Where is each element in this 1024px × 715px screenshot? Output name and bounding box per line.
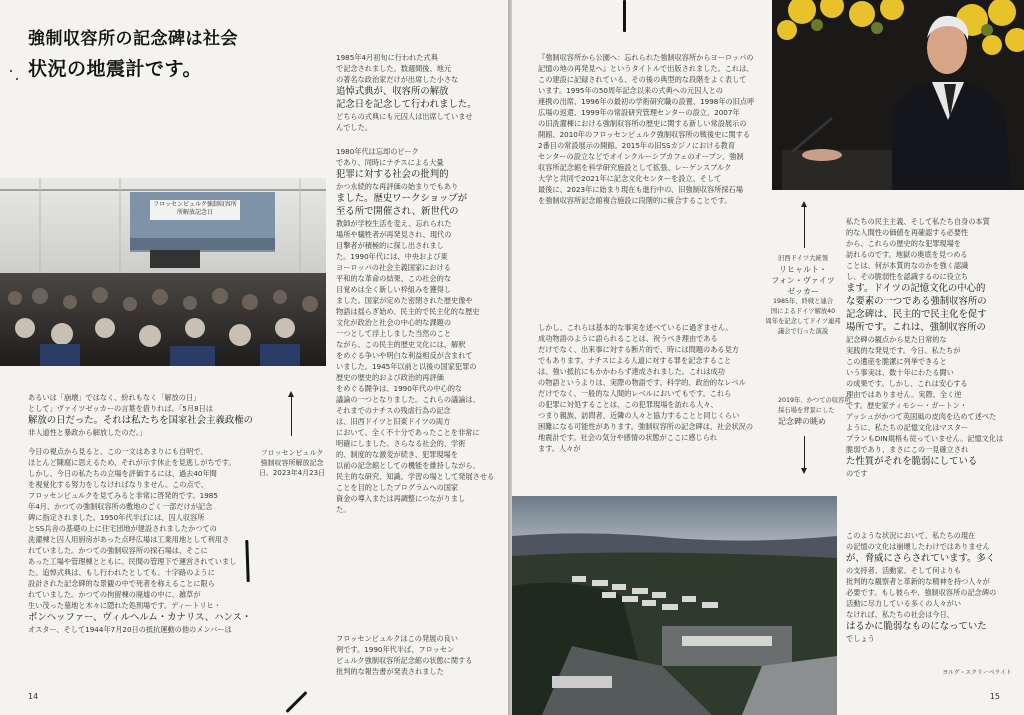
para-line: 生い茂った墓地と木々に隠れた処刑場です。ディートリヒ・ [28,601,221,610]
para-line: をめぐる争いや明白な利益相反が含まれて [336,351,473,360]
para-line: 大学と共同で2021年に記念文化センターを設立、そして [538,174,722,183]
para-line: でしょう [846,634,875,643]
para-line: 設計された記念碑的な景観の中で死者を称えることに限ら [28,579,215,588]
para-line: ビュルク強制収容所記念館の状態に関する [336,656,473,665]
para-line: は、旧西ドイツと旧東ドイツの両方 [336,417,451,426]
para-line: 非人道性と暴政から解放したのだ。」 [28,428,147,437]
para-line: 目覚めは全く新しい枠組みを獲得し [336,285,452,294]
para-line: た性質がそれを脆弱にしている [846,456,978,467]
para-line: この建設に記録されている、その後の典型的な段階をよく表して [538,75,747,84]
caption-quarry [778,396,852,427]
para-line: 批判的な観察者と革新的な精神を持つ人々が [846,577,990,586]
para-line: 連携の出席、1996年の最初の学術研究職の設置、1998年の旧点呼 [538,97,755,106]
para-line: どちらの式典にも元囚人は出席していませ [336,112,473,121]
caption-weizsacker [762,254,844,337]
para-line: の支持者、活動家、そして何よりも [846,566,962,575]
caption-line: 採石場を背景にした [778,407,835,414]
para-line: 実践的な発見です。今日、私たちが [846,346,961,355]
caption-line: 旧西ドイツ大統領 [777,255,829,262]
para-line: で記念されました。数週間後、地元 [336,64,452,73]
arrow-up-icon [288,391,294,397]
para-line: 民主的な研究、知識、学習の場として発展させる [336,472,495,481]
para-line: の旧洗濯棟における強制収容所の歴史に関する新しい常設展示の [538,119,747,128]
left-col-right-top [336,52,496,133]
para-line: 場所です。これは、強制収容所の [846,322,986,333]
para-line: でもあります。ナチスによる人道に対する罪を記念すること [538,356,732,365]
headline [28,24,238,84]
para-line: ながら、この民主的歴史文化には、解釈 [336,340,466,349]
page-number-right: 15 [989,692,1000,701]
headline-line2: 状況の地震計です。 [28,58,202,80]
para-line: 今日の視点から見ると、この一文はあまりにも自明で、 [28,447,208,456]
para-line: 追悼式典が、収容所の解放 [336,86,449,97]
para-line: ように、私たちの記憶文化はマスター [846,423,969,432]
para-line: れていました。かつての拘留棟の廃墟の中に、雑草が [28,590,201,599]
para-line: 物語は揺らぎ始め、民主的で民主化的な歴史 [336,307,480,316]
para-line: 記憶の地の再発見へ』というタイトルで出版されました。これは、 [538,64,754,73]
left-col-right-bottom [336,633,500,677]
portrait-illustration [772,0,1024,190]
photo-quarry [512,496,837,715]
decor-bar [286,691,308,713]
para-line: 碑に指定されました。1950年代半ばには、囚人収容所 [28,513,205,522]
para-line: います。1995年の50周年記念以来の式典への元囚人との [538,86,723,95]
arrow-up-icon [801,201,807,207]
para-line: それまでのナチスの残虐行為の記念 [336,406,451,415]
para-line: ました。歴史ワークショップが [336,193,468,204]
para-line: フロッセンビュルクはこの発展の良い [336,634,458,643]
para-line: 記念日を記念して行われました。 [336,99,477,110]
quarry-illustration [512,496,837,715]
caption-line: 周年を記念してドイツ連邦 [765,318,841,325]
para-line: いう事実は、数十年にわたる闘い [846,368,954,377]
para-line: 2番目の常設展示の開館。2015年の旧SSカジノにおける教育 [538,141,736,150]
para-line: た。 [336,505,351,514]
para-line: 困難になる可能性があります。強制収容所の記念碑は、社会状況の [538,422,754,431]
caption-line: 議会で行った演説 [777,328,829,335]
caption-ceremony: フロッセンビュルク 強制収容所解放記念 日、2023年4月23日 [258,449,326,477]
right-col-right [846,216,1016,479]
author-name: ヨルグ・スクリーベライト [942,670,1012,676]
para-line: オスター、そして1944年7月20日の抵抗運動の他のメンバーは [28,625,232,634]
para-line: 平和的な革命の結果、この社会的な [336,274,452,283]
caption-arrow-line [804,206,805,248]
right-col-mid [538,322,782,454]
para-line: んでした。 [336,123,372,132]
headline-line1: 強制収容所の記念碑は社会 [28,29,238,49]
caption-line: 2019年、かつての収容所 [778,397,851,404]
para-line: 記念碑は、民主的で民主化を促す [846,309,987,320]
para-line: 場所や犠牲者が再発見され、現代の [336,230,452,239]
para-line: ました。国家が定めた密閉された歴史像や [336,296,473,305]
caption-arrow-line [804,436,805,468]
para-line: このような状況において、私たちの現在 [846,531,976,540]
para-line: 以前の記念館としての機能を維持しながら、 [336,461,480,470]
caption-line: ゼッカー [787,287,819,296]
para-line: 的な人間性の価値を再確認する必要性 [846,228,969,237]
para-line: を強制収容所記念館複合施設に段階的に統合することです。 [538,196,732,205]
para-line: は、強い抵抗にもかかわらず達成されました。これは成功 [538,367,725,376]
caption-line: フォン・ヴァイツ [771,276,835,285]
para-line: 最後に、2023年に始まり現在も進行中の、旧強制収容所採石場 [538,185,743,194]
para-line: 理由ではありません。実際、全く逆 [846,390,962,399]
para-line: 至る所で開催され、新世代の [336,206,459,217]
para-line: 的、制度的な激変が続き、犯罪現場を [336,450,458,459]
para-line: 目撃者が積極的に探し出されまし [336,241,444,250]
para-line: 活動に尽力している多くの人々がい [846,599,962,608]
para-line: アッシュがかつて英国風の皮肉を込めて述べた [846,412,997,421]
para-line: なければ、私たちの社会は今日、 [846,610,954,619]
photo-sign-text: フロッセンビュルク強制収容所 所解放記念日 [153,201,237,216]
para-line: はるかに脆弱なものになっていた [846,621,987,632]
caption-line: 国によるドイツ解放40 [770,308,836,315]
para-line: 開館、2010年のフロッセンビュルク強制収容所の戦後史に関する [538,130,751,139]
para-line: しかし、これらは基本的な事実を述べているに過ぎません。 [538,323,733,332]
para-line: あった工場や管理棟とともに、民間の管理下で運営されていまし [28,557,237,566]
para-line: かつ永続的な再評価の始まりでもあり [336,182,459,191]
page-number-left: 14 [28,692,39,701]
para-line: として」ヴァイツゼッカーの言葉を借りれば、「5月8日は [28,404,214,413]
arrow-down-icon [801,468,807,474]
para-line: だけでなく、出来事に対する断片的で、時には問題のある見方 [538,345,739,354]
para-line: 広場の返還、1999年の常設研究管理センターの設立、2007年 [538,108,740,117]
para-line: あるいは「崩壊」ではなく、紛れもなく「解放の日」 [28,393,201,402]
photo-weizsacker [772,0,1024,190]
para-line: 私たちの民主主義、そして私たち自身の本質 [846,217,990,226]
para-line: 訪れるのです。地獄の奥底を見つめる [846,250,968,259]
left-page [0,0,508,715]
para-line: の物語というよりは、実際の物語です。科学的、政治的なレベル [538,378,746,387]
para-line: 文化が政治と社会の中心的な課題の [336,318,452,327]
para-line: センターの設立などでオインクルーシブカフェのオープン、強制 [538,152,744,161]
para-line: の記憶の文化は崩壊したわけではありません [846,542,990,551]
para-line: 明確にしました。さらなる社会的、学術 [336,439,466,448]
para-line: な要素の一つである強制収容所の [846,296,987,307]
para-line: 洗濯棟と囚人用厨房があった点呼広場は工業用地として利用さ [28,535,230,544]
para-line: 成功物語のように語られることは、祝うべき理由である [538,334,718,343]
para-line: 教師が学校生活を変え、忘れられた [336,219,452,228]
decor-bar [623,0,626,32]
para-line: の犯罪に対処することは、この犯罪現場を訪れる人々、 [538,400,718,409]
para-line: 収容所記念館を科学研究施設として拡張、レーゲンスブルク [538,163,732,172]
para-line: この遺産を脆潔に列挙できると [846,357,947,366]
para-line: です。歴史家ティモシー・ガートン・ [846,401,968,410]
caption-line: 記念碑の眺め [778,417,826,426]
para-line: が、脅威にさらされています。多く [846,553,996,564]
para-line: の成果です。しかし、これは安心する [846,379,968,388]
para-line: のです [846,469,868,478]
para-line: 脆弱であり、まさにこの一見確立され [846,445,969,454]
para-line: 年4月、かつての強制収容所の敷地のごく一部だけが記念 [28,502,213,511]
para-line: いました。1945年以前と以後の国家犯罪の [336,362,477,371]
caption-arrow-line [291,396,292,436]
para-line: プランもDIN規格も従っていません。記憶文化は [846,434,1004,443]
para-line: ことは、何が本質的なのかを強く認識 [846,261,969,270]
right-page [512,0,1024,715]
para-line: 資金の導入または再調整につながりまし [336,494,466,503]
para-line: 『強制収容所から公園へ：忘れられた強制収容所からヨーロッパの [538,53,754,62]
para-line: 議論の一つとなりました。これらの議論は、 [336,395,480,404]
para-line: 犯罪に対する社会の批判的 [336,169,449,180]
para-line: ヨーロッパの社会主義国家における [336,263,451,272]
para-line: 記念碑の観点から見た日常的な [846,335,947,344]
para-line: だけでなく、一般的な人間的レベルにおいてもです。これら [538,389,732,398]
para-line: ことを目的としたプログラムへの国家 [336,483,459,492]
para-line: 例です。1990年代半ば、フロッセン [336,645,455,654]
para-line: しかし、今日の私たちの立場を評価するには、過去40年間 [28,469,217,478]
para-line: つまり親族、訪問者、近隣の人々と協力することと同じくらい [538,411,740,420]
para-line: であり、同時にナチスによる大量 [336,158,444,167]
para-line: をめぐる闘争は、1990年代の中心的な [336,384,463,393]
right-col-top [538,52,778,206]
caption-line: 1985年、終戦と連合 [772,298,834,305]
left-col-right-mid [336,146,500,515]
para-line: 必要です。もし彼らや、強制収容所の記念碑の [846,588,997,597]
para-line: た。1990年代には、中央および東 [336,252,448,261]
para-line: 批判的な報告書が発表されました [336,667,444,676]
para-line: 歴史の歴史的および政治的再評価 [336,373,444,382]
para-line: ます。人々が [538,444,581,453]
para-line [28,438,254,446]
para-line: 1985年4月初旬に行われた式典 [336,53,438,62]
para-line: れていました。かつての強制収容所の採石場は、そこに [28,546,208,555]
para-line: た。追悼式典は、もし行われたとしても、十字路のように [28,568,215,577]
decor-dot [10,70,12,72]
caption-line: リヒャルト・ [779,265,827,274]
photo-ceremony [0,178,326,366]
para-line: から、これらの歴史的な犯罪現場を [846,239,962,248]
para-line: ほとんど陳腐に思えるため、それが示す休止を見逃しがちです。 [28,458,236,467]
decor-dot [16,78,18,80]
para-line: 一つとして浮上しました当然のこと [336,329,452,338]
right-col-right-bottom [846,530,1016,644]
para-line: ボンヘッファー、ヴィルヘルム・カナリス、ハンス・ [28,612,252,623]
para-line: を視覚化する努力をしなければなりません。この点で、 [28,480,208,489]
para-line: ます。ドイツの記憶文化の中心的 [846,283,986,294]
para-line: フロッセンビュルクを見てみると非常に啓発的です。1985 [28,491,218,500]
para-line: し、その脆弱性を認識するのに役立ち [846,272,969,281]
left-col-bottom [28,392,254,635]
para-line: とSS兵舎の基礎の上に住宅団地が建設されましたかつての [28,524,217,533]
para-line: 解放の日だった。それは私たちを国家社会主義政権の [28,415,254,426]
para-line: の著名な政治家だけが出席した小さな [336,75,459,84]
para-line: 地震計です。社会の気分や感情の状態がここに感じられ [538,433,718,442]
para-line: 1980年代は忘却のピーク [336,147,419,156]
para-line: において、全く不十分であったことを非常に [336,428,480,437]
